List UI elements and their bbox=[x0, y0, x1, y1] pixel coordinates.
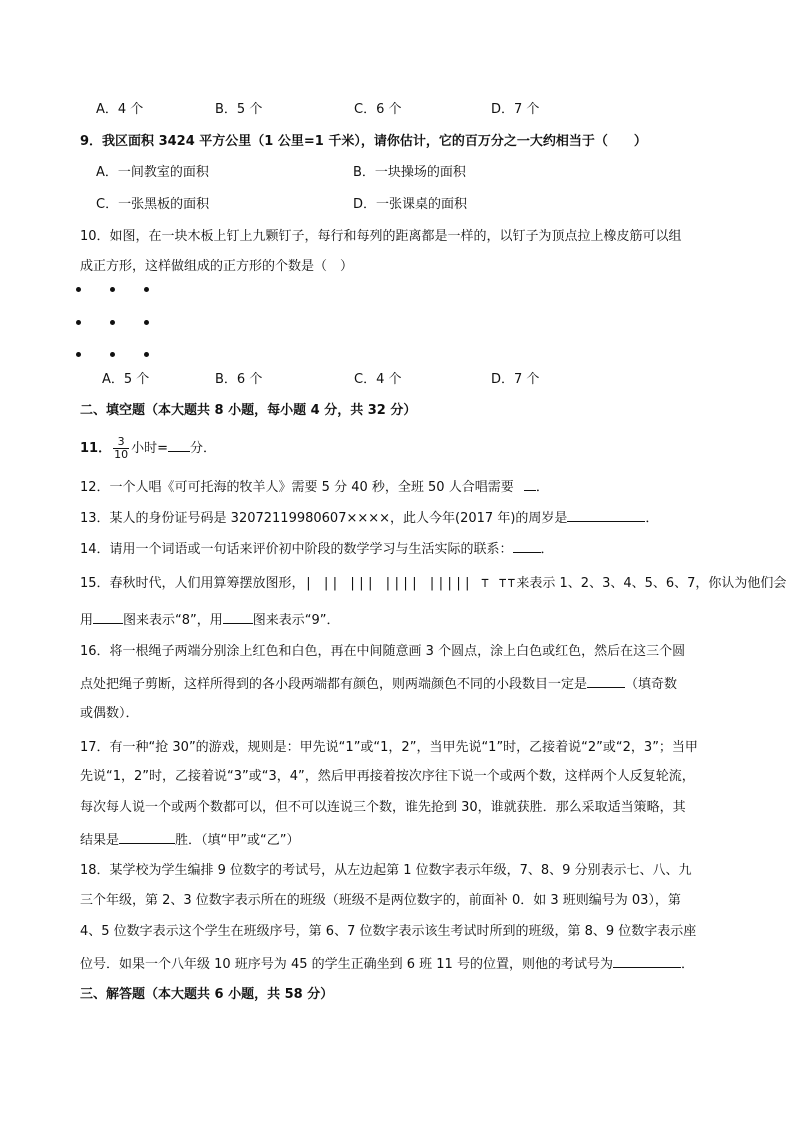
nail-dot bbox=[110, 287, 115, 292]
q11-fraction bbox=[113, 436, 129, 461]
q11 bbox=[80, 432, 216, 466]
q8-option-c: C．6 个 bbox=[354, 102, 402, 117]
q11-fraction-denominator: 10 bbox=[114, 448, 129, 461]
q16-line3: 或偶数）． bbox=[80, 706, 139, 721]
q15-text-a: 用 bbox=[80, 613, 94, 628]
q15-line1 bbox=[80, 575, 786, 593]
q14-blank[interactable] bbox=[513, 539, 541, 553]
section-2-title: 二、填空题（本大题共 8 小题，每小题 4 分，共 32 分） bbox=[80, 403, 417, 418]
nail-dot bbox=[144, 320, 149, 325]
q13-tail: ． bbox=[645, 511, 659, 526]
q12-tail: ． bbox=[535, 480, 549, 495]
q18-blank[interactable] bbox=[613, 954, 681, 968]
q10-option-a: A．5 个 bbox=[102, 372, 150, 387]
q10-option-d: D．7 个 bbox=[491, 372, 540, 387]
section-3-title: 三、解答题（本大题共 6 小题，共 58 分） bbox=[80, 987, 334, 1002]
q18-line3: 4、5 位数字表示这个学生在班级序号，第 6、7 位数字表示该生考试时所到的班级，第 8、9 位数字表示座 bbox=[80, 924, 697, 939]
q9-option-d: D．一张课桌的面积 bbox=[353, 197, 468, 212]
q8-option-a: A．4 个 bbox=[96, 102, 144, 117]
nail-dot bbox=[144, 287, 149, 292]
q11-fraction-numerator: 3 bbox=[113, 436, 129, 449]
q9-option-b: B．一块操场的面积 bbox=[353, 165, 466, 180]
q9-option-c: C．一张黑板的面积 bbox=[96, 197, 210, 212]
q9-stem: 9．我区面积 3424 平方公里（1 公里=1 千米），请你估计，它的百万分之一大约相当于（ ） bbox=[80, 134, 647, 149]
nail-dot bbox=[110, 320, 115, 325]
q11-tail: 分． bbox=[190, 441, 217, 456]
q16-text: 点处把绳子剪断，这样所得到的各小段两端都有颜色，则两端颜色不同的小段数目一定是 bbox=[80, 677, 588, 692]
q11-number: 11． bbox=[80, 441, 112, 456]
q12-blank[interactable] bbox=[524, 477, 536, 491]
counting-rods-figure: | || ||| |||| ||||| ⊤ ⊤⊤ bbox=[304, 576, 517, 591]
q17-line1: 17．有一种“抢 30”的游戏，规则是：甲先说“1”或“1，2”，当甲先说“1”时，乙接着说“2”或“2，3”；当甲 bbox=[80, 740, 698, 755]
q14 bbox=[80, 539, 554, 559]
q15-text-post: 来表示 1、2、3、4、5、6、7，你认为他们会 bbox=[516, 576, 787, 591]
q10-stem-line2: 成正方形，这样做组成的正方形的个数是（ ） bbox=[80, 259, 354, 274]
q17-line3: 每次每人说一个或两个数都可以，但不可以连说三个数，谁先抢到 30，谁就获胜．那么采取适当策略，其 bbox=[80, 800, 686, 815]
q15-text-b: 图来表示“8”，用 bbox=[123, 613, 223, 628]
q11-text: 小时= bbox=[131, 441, 168, 456]
q10-stem-line1: 10．如图，在一块木板上钉上九颗钉子，每行和每列的距离都是一样的，以钉子为顶点拉上橡皮筋可以组 bbox=[80, 229, 682, 244]
q15-blank-9[interactable] bbox=[223, 610, 253, 624]
q8-option-d: D．7 个 bbox=[491, 102, 540, 117]
q13-text: 13．某人的身份证号码是 32072119980607××××，此人今年(2017 年)的周岁是 bbox=[80, 511, 568, 526]
nail-dot bbox=[76, 352, 81, 357]
q16-tail: （填奇数 bbox=[625, 677, 678, 692]
q16-line2 bbox=[80, 674, 677, 694]
q18-tail: ． bbox=[680, 957, 694, 972]
q10-option-c: C．4 个 bbox=[354, 372, 402, 387]
q17-text: 结果是 bbox=[80, 833, 120, 848]
q14-tail: ． bbox=[540, 542, 554, 557]
nail-dot bbox=[110, 352, 115, 357]
q15-text-c: 图来表示“9”． bbox=[252, 613, 340, 628]
q13-blank[interactable] bbox=[567, 508, 645, 522]
q17-line2: 先说“1，2”时，乙接着说“3”或“3，4”，然后甲再接着按次序往下说一个或两个数，这样两个人反复轮流， bbox=[80, 769, 695, 784]
q12-text: 12．一个人唱《可可托海的牧羊人》需要 5 分 40 秒，全班 50 人合唱需要 bbox=[80, 480, 514, 495]
q18-line1: 18．某学校为学生编排 9 位数字的考试号，从左边起第 1 位数字表示年级，7、8、9 分别表示七、八、九 bbox=[80, 863, 692, 878]
q10-option-b: B．6 个 bbox=[215, 372, 263, 387]
q15-blank-8[interactable] bbox=[93, 610, 123, 624]
q18-line4 bbox=[80, 954, 694, 974]
q9-option-a: A．一间教室的面积 bbox=[96, 165, 209, 180]
q18-line2: 三个年级，第 2、3 位数字表示所在的班级（班级不是两位数字的，前面补 0．如 3 班则编号为 03），第 bbox=[80, 893, 681, 908]
nail-dot bbox=[76, 320, 81, 325]
q15-line2 bbox=[80, 610, 340, 630]
q14-text: 14．请用一个词语或一句话来评价初中阶段的数学学习与生活实际的联系： bbox=[80, 542, 513, 557]
q17-tail: 胜．（填“甲”或“乙”） bbox=[175, 833, 300, 848]
q11-blank[interactable] bbox=[168, 438, 190, 452]
q8-option-b: B．5 个 bbox=[215, 102, 263, 117]
q15-text-pre: 15．春秋时代，人们用算筹摆放图形， bbox=[80, 576, 305, 591]
nail-dot bbox=[76, 287, 81, 292]
q17-line4 bbox=[80, 830, 299, 850]
q12 bbox=[80, 477, 549, 497]
q13 bbox=[80, 508, 658, 528]
q17-blank[interactable] bbox=[119, 830, 175, 844]
q16-blank[interactable] bbox=[587, 674, 625, 688]
q18-text: 位号．如果一个八年级 10 班序号为 45 的学生正确坐到 6 班 11 号的位置，则他的考试号为 bbox=[80, 957, 613, 972]
nail-dot bbox=[144, 352, 149, 357]
q16-line1: 16．将一根绳子两端分别涂上红色和白色，再在中间随意画 3 个圆点，涂上白色或红色，然后在这三个圆 bbox=[80, 644, 686, 659]
